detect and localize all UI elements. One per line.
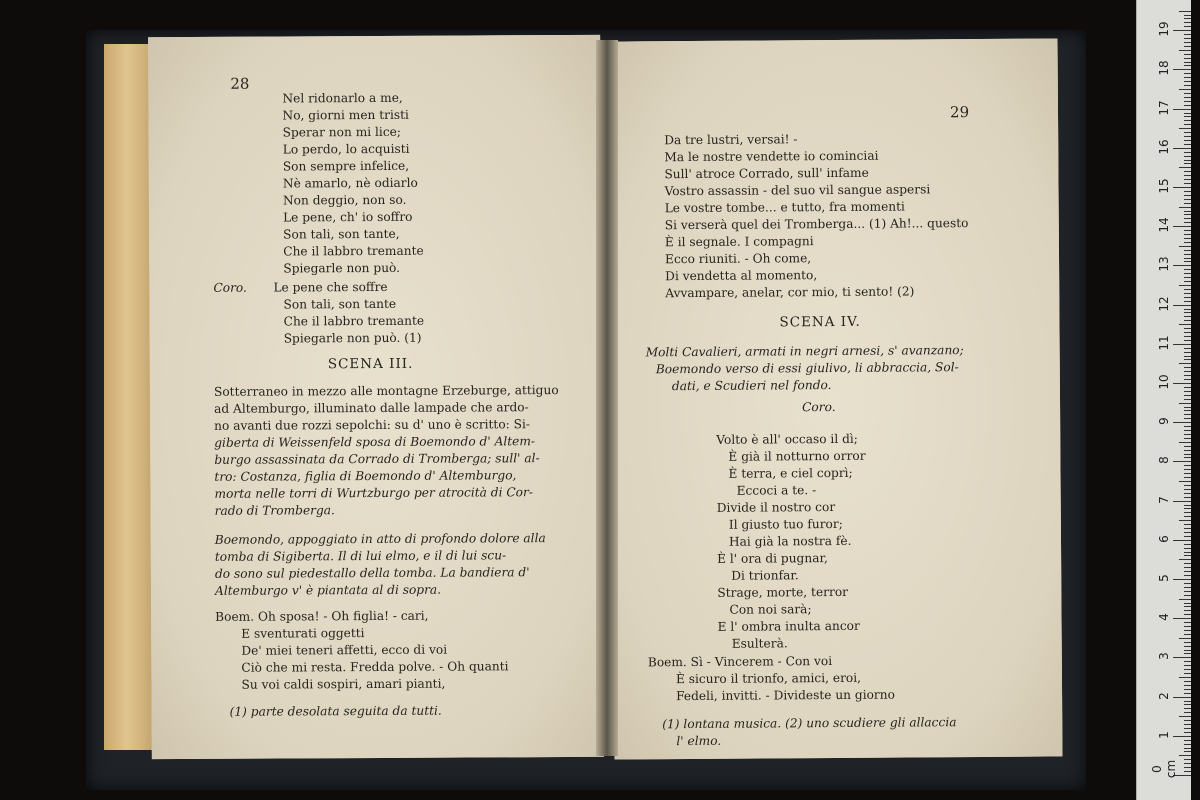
left-page-text-line: Son tali, son tante, [283, 226, 400, 242]
ruler-tick [1184, 348, 1191, 349]
ruler-tick [1173, 540, 1191, 541]
right-page-text-line: Boemondo verso di essi giulivo, li abbraccia, Sol- [655, 360, 959, 377]
ruler-tick [1184, 352, 1191, 353]
ruler-tick [1184, 634, 1191, 635]
right-page-text-line: Volto è all' occaso il dì; [716, 431, 858, 447]
page-number-left: 28 [230, 74, 250, 93]
right-page-text-line: l' elmo. [676, 733, 722, 749]
ruler-tick [1184, 430, 1191, 431]
ruler-tick [1184, 367, 1191, 368]
ruler-tick [1184, 301, 1191, 302]
ruler-tick [1173, 657, 1191, 658]
ruler-tick [1184, 748, 1191, 749]
ruler-tick [1184, 626, 1191, 627]
ruler-tick [1184, 465, 1191, 466]
ruler-tick [1184, 642, 1191, 643]
ruler-tick [1184, 563, 1191, 564]
ruler-tick [1179, 638, 1191, 639]
ruler-tick [1184, 238, 1191, 239]
ruler-label: 1 [1157, 730, 1171, 739]
left-page-text-line: Le pene che soffre [273, 279, 388, 295]
ruler-tick [1184, 740, 1191, 741]
ruler-tick [1179, 285, 1191, 286]
right-page-text-line: E l' ombra inulta ancor [717, 618, 860, 634]
left-page-text-line: Che il labbro tremante [283, 313, 425, 329]
ruler-tick [1184, 497, 1191, 498]
ruler-tick [1184, 144, 1191, 145]
ruler-tick [1184, 610, 1191, 611]
ruler-label: 8 [1157, 456, 1171, 465]
left-page-text-line: No, giorni men tristi [282, 107, 409, 123]
ruler-tick [1184, 62, 1191, 63]
ruler-tick [1179, 89, 1191, 90]
ruler-tick [1184, 356, 1191, 357]
ruler-tick [1173, 265, 1191, 266]
right-page-text-line: Vostro assassin - del suo vil sangue aspersi [664, 182, 931, 199]
ruler-tick [1184, 214, 1191, 215]
ruler-tick [1179, 50, 1191, 51]
ruler-tick [1173, 187, 1191, 188]
left-page-text-line: Su voi caldi sospiri, amari pianti, [241, 676, 446, 692]
right-page-text-line: Boem. Sì - Vincerem - Con voi [647, 654, 833, 670]
right-page-text-line: Ma le nostre vendette io cominciai [664, 148, 879, 165]
left-page-text-line: Boem. Oh sposa! - Oh figlia! - cari, [215, 608, 429, 624]
right-page-text-line: (1) lontana musica. (2) uno scudiere gli allaccia [662, 715, 957, 732]
ruler-tick [1184, 179, 1191, 180]
ruler-tick [1184, 359, 1191, 360]
ruler-label: 15 [1157, 178, 1171, 194]
ruler-tick [1184, 524, 1191, 525]
ruler-tick [1184, 242, 1191, 243]
ruler-tick [1179, 755, 1191, 756]
ruler-tick [1179, 324, 1191, 325]
ruler-tick [1184, 434, 1191, 435]
ruler-tick [1173, 736, 1191, 737]
ruler-tick [1184, 751, 1191, 752]
ruler-tick [1184, 230, 1191, 231]
right-page-text-line: Di trionfar. [731, 568, 799, 583]
ruler-tick [1184, 101, 1191, 102]
ruler-tick [1184, 171, 1191, 172]
right-page-text-line: Il giusto tuo furor; [728, 516, 843, 532]
ruler-tick [1184, 211, 1191, 212]
ruler-tick [1179, 403, 1191, 404]
measuring-ruler [1136, 0, 1191, 800]
ruler-tick [1184, 410, 1191, 411]
right-page-text-line: Di vendetta al momento, [665, 268, 818, 284]
ruler-tick [1184, 261, 1191, 262]
ruler-tick [1184, 77, 1191, 78]
left-page-text-line: Ciò che mi resta. Fredda polve. - Oh quanti [241, 659, 509, 675]
ruler-tick [1179, 246, 1191, 247]
ruler-tick [1184, 222, 1191, 223]
left-page-text-line: E sventurati oggetti [241, 626, 365, 641]
ruler-tick [1179, 716, 1191, 717]
ruler-label: 11 [1157, 335, 1171, 351]
ruler-tick [1184, 105, 1191, 106]
ruler-tick [1173, 344, 1191, 345]
ruler-tick [1184, 438, 1191, 439]
left-page-text-line: no avanti due rozzi sepolchi: su d' uno è scritto: Si- [214, 417, 531, 433]
ruler-tick [1184, 132, 1191, 133]
ruler-label: 18 [1157, 60, 1171, 77]
ruler-tick [1184, 81, 1191, 82]
left-page-text-line: burgo assassinata da Corrado di Tromberga; sull' al- [214, 451, 540, 467]
left-page-text-line: Son tali, son tante [283, 296, 397, 312]
ruler-label: 5 [1157, 574, 1171, 582]
ruler-tick [1184, 191, 1191, 192]
right-page-text-line: Avvampare, anelar, cor mio, ti sento! (2) [665, 284, 915, 301]
right-page-text-line: È già il notturno orror [728, 448, 866, 464]
right-page-text-line: È il segnale. I compagni [664, 234, 814, 250]
ruler-tick [1184, 622, 1191, 623]
ruler-tick [1184, 42, 1191, 43]
ruler-tick [1184, 595, 1191, 596]
ruler-tick [1184, 591, 1191, 592]
ruler-tick [1184, 728, 1191, 729]
left-page-text-line: Boemondo, appoggiato in atto di profondo dolore alla [214, 531, 546, 547]
ruler-tick [1179, 167, 1191, 168]
right-page-text-line: Strage, morte, terror [717, 584, 849, 600]
ruler-tick [1184, 767, 1191, 768]
ruler-tick [1184, 661, 1191, 662]
right-page-text-line: SCENA IV. [779, 313, 861, 331]
ruler-tick [1184, 681, 1191, 682]
ruler-tick [1184, 665, 1191, 666]
ruler-tick [1184, 58, 1191, 59]
ruler-label: 17 [1157, 99, 1171, 116]
ruler-tick [1184, 630, 1191, 631]
left-page-text-line: do sono sul piedestallo della tomba. La bandiera d' [214, 565, 530, 581]
ruler-tick [1173, 109, 1191, 110]
ruler-label: 12 [1157, 295, 1171, 312]
ruler-tick [1184, 195, 1191, 196]
ruler-tick [1184, 175, 1191, 176]
ruler-tick [1179, 363, 1191, 364]
ruler-tick [1184, 446, 1191, 447]
right-page-text-line: È terra, e ciel coprì; [728, 465, 853, 481]
right-page-text-line: Divide il nostro cor [716, 500, 836, 515]
ruler-tick [1184, 289, 1191, 290]
ruler-tick [1184, 477, 1191, 478]
ruler-tick [1184, 701, 1191, 702]
ruler-tick [1179, 599, 1191, 600]
ruler-tick [1184, 293, 1191, 294]
left-page-text-line: morta nelle torri di Wurtzburgo per atrocità di Cor- [214, 485, 533, 501]
ruler-tick [1184, 693, 1191, 694]
right-page-text-line: Fedeli, invitti. - Divideste un giorno [676, 687, 895, 704]
ruler-tick [1173, 697, 1191, 698]
left-page-text-line: Spiegarle non può. (1) [283, 330, 422, 346]
ruler-tick [1184, 548, 1191, 549]
ruler-tick [1184, 493, 1191, 494]
ruler-tick [1184, 650, 1191, 651]
ruler-tick [1184, 203, 1191, 204]
page-number-right: 29 [949, 103, 970, 122]
ruler-label: 7 [1157, 495, 1171, 504]
left-page-text-line: rado di Tromberga. [214, 503, 335, 518]
ruler-tick [1184, 277, 1191, 278]
right-page-text-line: Da tre lustri, versai! - [664, 132, 798, 148]
ruler-tick [1184, 199, 1191, 200]
right-page-text-line: Si verserà quel dei Tromberga... (1) Ah!... questo [664, 216, 969, 233]
ruler-tick [1184, 759, 1191, 760]
right-page-text-line: Le vostre tombe... e tutto, fra momenti [664, 199, 905, 216]
ruler-tick [1184, 712, 1191, 713]
ruler-tick [1184, 587, 1191, 588]
right-page-text-line: Coro. [802, 400, 836, 415]
ruler-tick [1179, 677, 1191, 678]
ruler-tick [1184, 312, 1191, 313]
ruler-tick [1179, 11, 1191, 12]
ruler-tick [1179, 559, 1191, 560]
left-page-text-line: Sperar non mi lice; [282, 124, 401, 140]
ruler-tick [1184, 418, 1191, 419]
left-page-text-line: giberta di Weissenfeld sposa di Boemondo d' Altem- [214, 434, 536, 450]
ruler-tick [1184, 512, 1191, 513]
ruler-tick [1173, 30, 1191, 31]
ruler-label: 4 [1157, 613, 1171, 622]
ruler-tick [1184, 328, 1191, 329]
ruler-tick [1184, 771, 1191, 772]
ruler-tick [1184, 316, 1191, 317]
left-page-text-line: tro: Costanza, figlia di Boemondo d' Altemburgo, [214, 468, 517, 484]
left-page-text-line: Altemburgo v' è piantata al di sopra. [214, 582, 442, 598]
ruler-tick [1184, 567, 1191, 568]
ruler-tick [1173, 383, 1191, 384]
ruler-tick [1184, 38, 1191, 39]
ruler-tick [1179, 520, 1191, 521]
right-page-text-line: Molti Cavalieri, armati in negri arnesi, s' avanzano; [645, 343, 964, 360]
ruler-tick [1184, 140, 1191, 141]
ruler-tick [1184, 720, 1191, 721]
ruler-tick [1184, 113, 1191, 114]
ruler-tick [1184, 583, 1191, 584]
ruler-tick [1184, 646, 1191, 647]
ruler-tick [1184, 387, 1191, 388]
ruler-tick [1184, 685, 1191, 686]
ruler-tick [1184, 336, 1191, 337]
ruler-tick [1173, 148, 1191, 149]
ruler-label: 9 [1157, 417, 1171, 426]
ruler-label: 6 [1157, 534, 1171, 543]
ruler-tick [1184, 332, 1191, 333]
ruler-tick [1184, 552, 1191, 553]
ruler-tick [1184, 258, 1191, 259]
ruler-tick [1184, 73, 1191, 74]
ruler-tick [1184, 163, 1191, 164]
left-page [148, 35, 604, 759]
ruler-tick [1184, 65, 1191, 66]
ruler-tick [1184, 375, 1191, 376]
ruler-tick [1184, 414, 1191, 415]
ruler-tick [1184, 320, 1191, 321]
ruler-tick [1184, 395, 1191, 396]
left-page-text-line: Nè amarlo, nè odiarlo [282, 175, 418, 191]
ruler-tick [1173, 579, 1191, 580]
ruler-tick [1184, 54, 1191, 55]
ruler-tick [1179, 442, 1191, 443]
ruler-label: 14 [1157, 217, 1171, 233]
left-page-text-line: Nel ridonarlo a me, [282, 90, 403, 106]
ruler-tick [1184, 704, 1191, 705]
ruler-tick [1184, 669, 1191, 670]
ruler-tick [1184, 379, 1191, 380]
ruler-tick [1184, 732, 1191, 733]
left-page-text-line: Spiegarle non può. [283, 260, 401, 276]
ruler-tick [1173, 501, 1191, 502]
ruler-label: 10 [1157, 374, 1171, 390]
ruler-tick [1184, 532, 1191, 533]
ruler-tick [1184, 371, 1191, 372]
ruler-tick [1184, 469, 1191, 470]
ruler-label: 2 [1157, 691, 1171, 700]
left-page-text-line: SCENA III. [327, 355, 414, 373]
left-page-text-line: Che il labbro tremante [283, 243, 424, 259]
left-page-text-line: Coro. [213, 280, 247, 295]
ruler-tick [1184, 46, 1191, 47]
left-page-text-line: Son sempre infelice, [282, 158, 410, 174]
ruler-tick [1184, 15, 1191, 16]
ruler-tick [1173, 618, 1191, 619]
ruler-label: 19 [1157, 21, 1171, 37]
ruler-tick [1184, 673, 1191, 674]
left-page-text-line: Non deggio, non so. [282, 192, 407, 208]
right-page-text-line: Eccoci a te. - [736, 483, 817, 498]
ruler-tick [1184, 218, 1191, 219]
ruler-tick [1184, 160, 1191, 161]
ruler-tick [1184, 407, 1191, 408]
ruler-tick [1179, 481, 1191, 482]
ruler-tick [1184, 183, 1191, 184]
ruler-tick [1184, 156, 1191, 157]
ruler-tick [1184, 544, 1191, 545]
left-page-text-line: (1) parte desolata seguita da tutti. [229, 703, 442, 719]
ruler-tick [1184, 85, 1191, 86]
book-gutter [596, 40, 618, 756]
ruler-tick [1173, 461, 1191, 462]
ruler-label: 0 cm [1150, 759, 1178, 779]
ruler-tick [1184, 234, 1191, 235]
left-page-text-line: Sotterraneo in mezzo alle montagne Erzeburge, attiguo [213, 383, 559, 399]
ruler-tick [1184, 555, 1191, 556]
ruler-tick [1184, 340, 1191, 341]
ruler-tick [1184, 18, 1191, 19]
ruler-tick [1184, 309, 1191, 310]
ruler-tick [1184, 744, 1191, 745]
ruler-tick [1184, 516, 1191, 517]
ruler-tick [1184, 603, 1191, 604]
ruler-tick [1184, 250, 1191, 251]
ruler-tick [1184, 399, 1191, 400]
ruler-tick [1173, 422, 1191, 423]
left-page-text-line: Le pene, ch' io soffro [283, 209, 413, 225]
ruler-tick [1184, 708, 1191, 709]
ruler-tick [1184, 124, 1191, 125]
left-page-text-line: De' miei teneri affetti, ecco di voi [241, 642, 448, 658]
ruler-tick [1173, 69, 1191, 70]
ruler-tick [1184, 93, 1191, 94]
ruler-tick [1184, 689, 1191, 690]
left-page-text-line: Lo perdo, lo acquisti [282, 141, 410, 157]
right-page-text-line: Sull' atroce Corrado, sull' infame [664, 165, 869, 182]
ruler-tick [1184, 457, 1191, 458]
ruler-tick [1184, 297, 1191, 298]
right-page-text-line: Esulterà. [731, 636, 788, 651]
ruler-tick [1184, 254, 1191, 255]
right-page-text-line: È sicuro il trionfo, amici, eroi, [675, 670, 862, 687]
right-page-text-line: Ecco riuniti. - Oh come, [664, 251, 812, 267]
ruler-tick [1184, 136, 1191, 137]
ruler-tick [1184, 614, 1191, 615]
ruler-label: 3 [1157, 652, 1171, 661]
ruler-tick [1184, 473, 1191, 474]
left-page-text-line: tomba di Sigiberta. Il di lui elmo, e il di lui scu- [214, 548, 507, 564]
ruler-tick [1184, 391, 1191, 392]
ruler-tick [1184, 485, 1191, 486]
ruler-tick [1184, 575, 1191, 576]
ruler-tick [1173, 226, 1191, 227]
right-page-text-line: Hai già la nostra fè. [728, 533, 852, 549]
ruler-tick [1184, 97, 1191, 98]
ruler-tick [1184, 763, 1191, 764]
right-page [609, 38, 1062, 759]
ruler-tick [1184, 120, 1191, 121]
ruler-tick [1184, 508, 1191, 509]
ruler-tick [1184, 22, 1191, 23]
ruler-tick [1184, 724, 1191, 725]
ruler-tick [1184, 34, 1191, 35]
left-page-text-line: ad Altemburgo, illuminato dalle lampade che ardo- [214, 400, 529, 416]
ruler-tick [1184, 26, 1191, 27]
ruler-tick [1173, 305, 1191, 306]
ruler-label: 13 [1157, 256, 1171, 273]
right-page-text-line: È l' ora di pugnar, [717, 551, 828, 566]
ruler-tick [1184, 152, 1191, 153]
ruler-tick [1184, 450, 1191, 451]
ruler-tick [1184, 281, 1191, 282]
ruler-tick [1184, 269, 1191, 270]
ruler-tick [1184, 273, 1191, 274]
ruler-tick [1179, 128, 1191, 129]
ruler-tick [1184, 116, 1191, 117]
ruler-label: 16 [1157, 139, 1171, 155]
ruler-tick [1184, 653, 1191, 654]
ruler-tick [1179, 207, 1191, 208]
ruler-tick [1184, 606, 1191, 607]
ruler-tick [1184, 571, 1191, 572]
ruler-tick [1184, 505, 1191, 506]
ruler-tick [1184, 536, 1191, 537]
ruler-tick [1184, 528, 1191, 529]
right-page-text-line: Con noi sarà; [729, 602, 812, 617]
ruler-tick [1184, 426, 1191, 427]
ruler-tick [1184, 489, 1191, 490]
right-page-text-line: dati, e Scudieri nel fondo. [671, 378, 832, 394]
ruler-tick [1184, 454, 1191, 455]
